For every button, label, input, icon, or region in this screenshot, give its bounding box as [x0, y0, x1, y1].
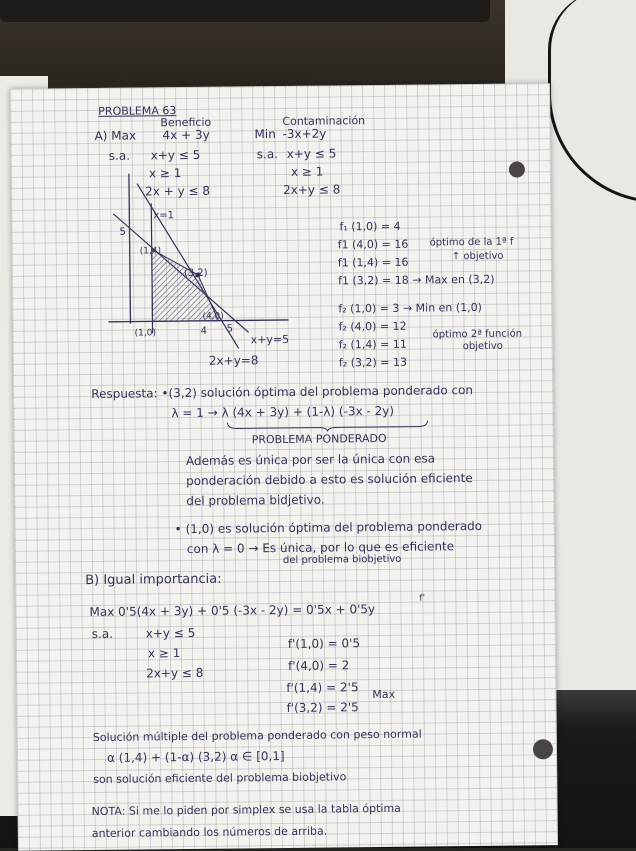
part-b-max-note: Max	[372, 687, 396, 702]
part-a-sa: s.a.	[108, 148, 131, 163]
header-left: Beneficio	[160, 115, 212, 130]
graph-label-x4: 4	[200, 325, 208, 337]
f2-eval: f₂ (1,0) = 3 → Min en (1,0)	[338, 300, 483, 316]
f1-eval: f1 (3,2) = 18 → Max en (3,2)	[337, 272, 495, 288]
constraint: x+y ≤ 5	[286, 146, 337, 161]
graph-label-x1: x=1	[153, 210, 175, 222]
graph-label-p32: (3,2)	[183, 267, 208, 280]
graph-label-x5: 5	[226, 323, 233, 335]
respuesta-line: PROBLEMA PONDERADO	[251, 431, 387, 447]
f2-eval: f₂ (3,2) = 13	[338, 355, 408, 370]
conclusion-line: son solución eficiente del problema biobjetivo	[93, 770, 347, 787]
constraint: 2x+y ≤ 8	[283, 182, 341, 197]
conclusion-line: Solución múltiple del problema ponderado con peso normal	[92, 727, 422, 745]
punch-hole	[509, 161, 525, 177]
f2-eval: f₂ (4,0) = 12	[338, 319, 407, 334]
constraint: x+y ≤ 5	[150, 147, 201, 163]
feasible-region	[152, 249, 219, 322]
graph-label-2xy8: 2x+y=8	[208, 353, 259, 368]
f1-eval: f₁ (1,0) = 4	[339, 219, 401, 234]
respuesta-line: del problema biobjetivo	[282, 553, 402, 567]
problem-title: PROBLEMA 63	[98, 104, 177, 118]
part-b-sa: s.a.	[91, 626, 114, 642]
part-b-eval: f'(4,0) = 2	[288, 658, 350, 673]
part-a-objective: 4x + 3y	[162, 127, 210, 143]
nota-line: anterior cambiando los números de arriba.	[91, 824, 328, 841]
conclusion-line: α (1,4) + (1-α) (3,2) α ∈ [0,1]	[106, 749, 285, 765]
respuesta-line: ponderación debido a esto es solución eficiente	[186, 471, 473, 489]
header-right: Contaminación	[282, 114, 366, 128]
graph-label-y5: 5	[119, 226, 126, 238]
respuesta-line: λ = 1 → λ (4x + 3y) + (1-λ) (-3x - 2y)	[171, 403, 395, 421]
respuesta-line: Además es única por ser la única con esa	[185, 451, 436, 469]
constraint: 2x+y ≤ 8	[146, 665, 204, 681]
part-a-label: A) Max	[94, 128, 137, 143]
constraint: x ≥ 1	[147, 646, 181, 661]
f2-note: objetivo	[462, 340, 503, 353]
f2-eval: f₂ (1,4) = 11	[338, 337, 407, 352]
respuesta-line: del problema bidjetivo.	[186, 492, 325, 509]
graph-label-p40: (4,0)	[202, 311, 224, 322]
part-b-label: B) Igual importancia:	[85, 571, 222, 589]
part-b-eval: f'(3,2) = 2'5	[286, 700, 359, 715]
constraint: x ≥ 1	[290, 164, 324, 179]
notebook-page	[10, 83, 558, 851]
part-b-sup: f'	[419, 593, 426, 604]
part-b-max: Max 0'5(4x + 3y) + 0'5 (-3x - 2y) = 0'5x + 0'5y	[89, 602, 376, 620]
part-b-eval: f'(1,0) = 0'5	[287, 636, 361, 651]
f1-note: ↑ objetivo	[451, 250, 504, 263]
f1-eval: f1 (4,0) = 16	[337, 237, 409, 252]
min-label: Min	[254, 127, 276, 142]
respuesta-line: • (1,0) es solución óptima del problema ponderado	[174, 518, 483, 537]
min-objective: -3x+2y	[282, 126, 327, 141]
constraint: 2x + y ≤ 8	[145, 183, 211, 199]
y-axis	[129, 174, 131, 324]
punch-hole	[533, 739, 553, 759]
constraint: x ≥ 1	[148, 166, 182, 181]
f2-note: óptimo 2ª función	[432, 328, 523, 341]
graph-label-p14: (1,4)	[139, 246, 162, 257]
underbrace	[228, 420, 428, 432]
graph-label-p10: (1,0)	[134, 328, 156, 339]
f1-note: óptimo de la 1ª f	[429, 236, 514, 249]
min-sa: s.a.	[256, 147, 279, 162]
respuesta-line: Respuesta: •(3,2) solución óptima del problema ponderado con	[91, 383, 474, 402]
constraint: x+y ≤ 5	[145, 625, 196, 641]
f1-eval: f1 (1,4) = 16	[337, 255, 409, 270]
part-b-eval: f'(1,4) = 2'5	[286, 680, 359, 695]
respuesta-line: con λ = 0 → Es única, por lo que es eficiente	[186, 539, 455, 557]
graph-label-xy5: x+y=5	[250, 332, 290, 347]
laptop-edge	[0, 0, 490, 22]
nota-line: NOTA: Si me lo piden por simplex se usa la tabla óptima	[91, 801, 401, 819]
